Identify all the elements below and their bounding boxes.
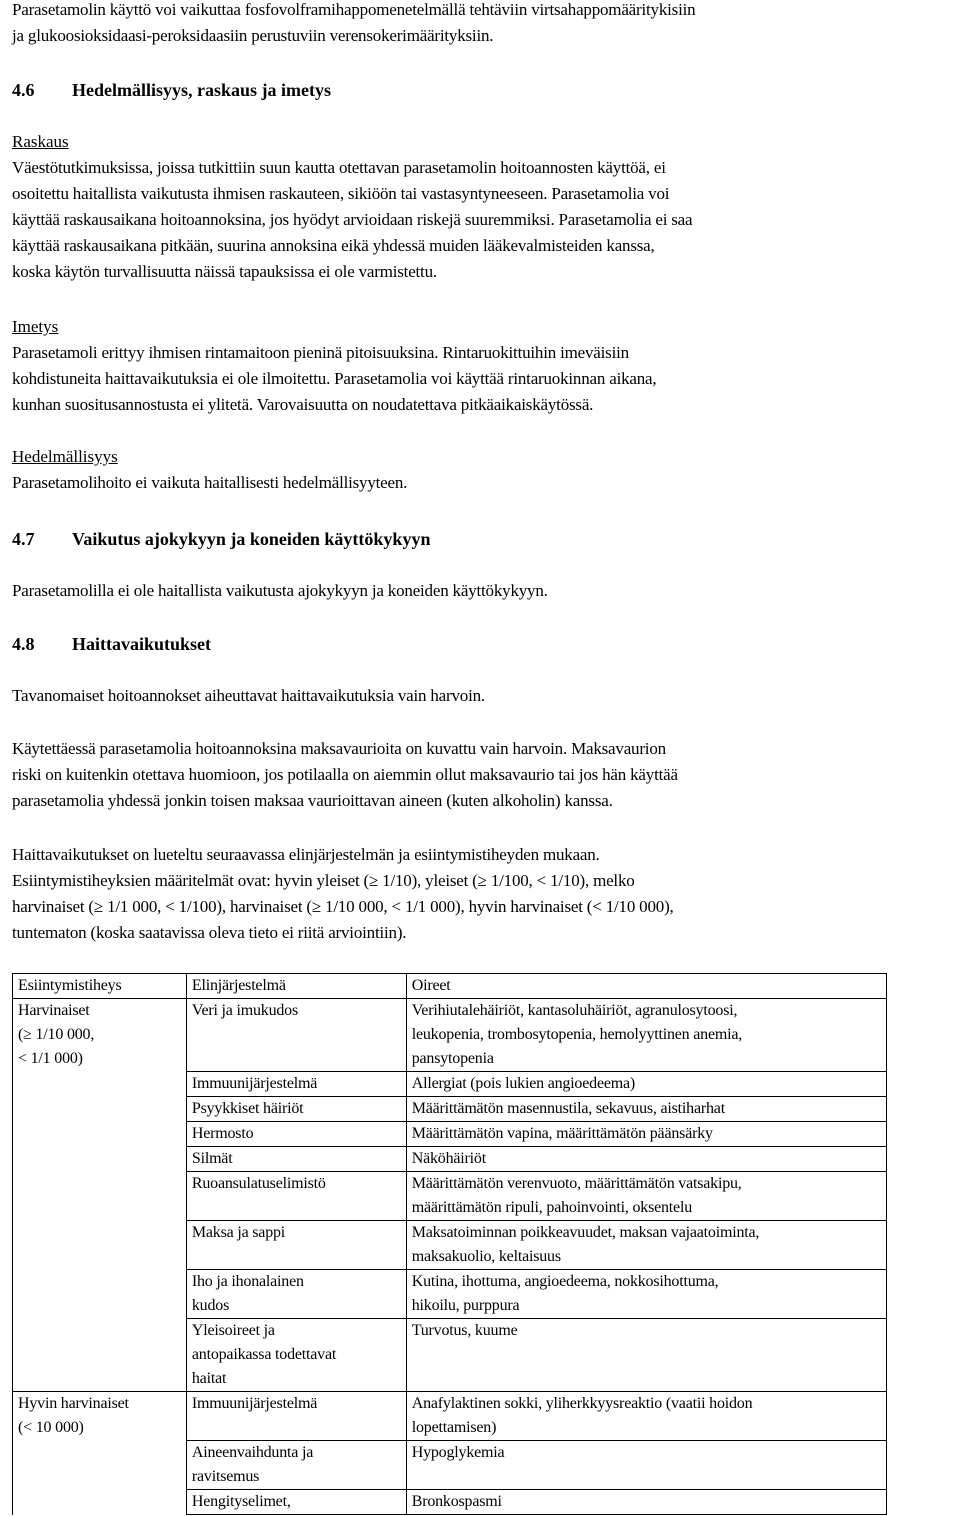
section-number: 4.8 [12,634,35,654]
organ-cell [186,1319,406,1392]
section-4-7-paragraph: Parasetamolilla ei ole haitallista vaikutusta ajokykyyn ja koneiden käyttökykyyn. [12,581,548,600]
imetys-block [12,314,952,418]
cell-line: haitat [191,1370,227,1387]
organ-cell [186,1097,406,1122]
organ-cell [186,1392,406,1441]
subheading-hedelmallisyys: Hedelmällisyys [12,447,118,466]
cell-line: Iho ja ihonalainen [191,1273,304,1290]
table-row [13,1392,887,1441]
cell-line: Anafylaktinen sokki, yliherkkyysreaktio (vaatii hoidon [411,1395,753,1412]
symptoms-cell [406,1122,886,1147]
organ-cell [186,1490,406,1515]
section-4-8-paragraph-1: Tavanomaiset hoitoannokset aiheuttavat haittavaikutuksia vain harvoin. [12,686,485,705]
symptoms-cell [406,1392,886,1441]
text-line: käyttää raskausaikana hoitoannoksina, jos hyödyt arvioidaan riskejä suuremmiksi. Parasetamolia ei saa [12,210,693,229]
organ-cell [186,1441,406,1490]
cell-line: Silmät [191,1150,233,1167]
hedelmallisyys-block [12,444,952,496]
cell-line: Bronkospasmi [411,1493,502,1510]
cell-line: Hyvin harvinaiset [18,1395,129,1412]
text-line: harvinaiset (≥ 1/1 000, < 1/100), harvinaiset (≥ 1/10 000, < 1/1 000), hyvin harvinaiset (< 1/10 000), [12,897,674,916]
table-header-cell: Esiintymistiheys [13,974,187,999]
section-number: 4.7 [12,529,35,549]
organ-cell [186,1072,406,1097]
cell-line: hikoilu, purppura [411,1297,520,1314]
imetys-paragraph [12,340,952,418]
text-line: Haittavaikutukset on lueteltu seuraavassa elinjärjestelmän ja esiintymistiheyden mukaan. [12,845,600,864]
section-4-8-paragraph-3 [12,842,952,946]
cell-line: Hengityselimet, [191,1493,291,1510]
cell-line: Määrittämätön masennustila, sekavuus, aistiharhat [411,1100,725,1117]
table-header-cell: Oireet [406,974,886,999]
text-line: kunhan suositusannostusta ei ylitetä. Varovaisuutta on noudatettava pitkäaikaiskäytössä. [12,395,594,414]
section-heading-4-8 [12,631,952,657]
organ-cell [186,999,406,1072]
text-line: Käytettäessä parasetamolia hoitoannoksina maksavaurioita on kuvattu vain harvoin. Maksavaurion [12,739,666,758]
cell-line: antopaikassa todettavat [191,1346,337,1363]
cell-line: Määrittämätön verenvuoto, määrittämätön vatsakipu, [411,1175,742,1192]
cell-line: ravitsemus [191,1468,260,1485]
symptoms-cell [406,1147,886,1172]
section-heading-4-7 [12,526,952,552]
cell-line: Immuunijärjestelmä [191,1075,318,1092]
cell-line: (< 10 000) [18,1419,84,1436]
organ-cell [186,1172,406,1221]
frequency-cell [13,999,187,1392]
cell-line: Immuunijärjestelmä [191,1395,318,1412]
cell-line: Kutina, ihottuma, angioedeema, nokkosihottuma, [411,1273,719,1290]
cell-line: kudos [191,1297,230,1314]
text-line: Parasetamolihoito ei vaikuta haitallisesti hedelmällisyyteen. [12,473,408,492]
cell-line: Harvinaiset [18,1002,90,1019]
symptoms-cell [406,1072,886,1097]
cell-line: (≥ 1/10 000, [18,1026,95,1043]
raskaus-paragraph [12,155,952,285]
subheading-raskaus: Raskaus [12,132,69,151]
cell-line: Veri ja imukudos [191,1002,298,1019]
symptoms-cell [406,1172,886,1221]
cell-line: Verihiutalehäiriöt, kantasoluhäiriöt, agranulosytoosi, [411,1002,738,1019]
cell-line: Yleisoireet ja [191,1322,275,1339]
frequency-cell [13,1392,187,1515]
symptoms-cell [406,1319,886,1392]
organ-cell [186,1221,406,1270]
cell-line: Aineenvaihdunta ja [191,1444,314,1461]
section-title: Vaikutus ajokykyyn ja koneiden käyttökykyyn [72,529,431,549]
cell-line: leukopenia, trombosytopenia, hemolyyttinen anemia, [411,1026,743,1043]
symptoms-cell [406,1097,886,1122]
table-row [13,999,887,1072]
section-4-8-paragraph-2 [12,736,952,814]
intro-paragraph [12,0,952,49]
section-number: 4.6 [12,80,35,100]
cell-line: Psyykkiset häiriöt [191,1100,304,1117]
text-line: riski on kuitenkin otettava huomioon, jos potilaalla on aiemmin ollut maksavaurio tai jos hän käyttää [12,765,678,784]
text-line: koska käytön turvallisuutta näissä tapauksissa ei ole varmistettu. [12,262,437,281]
text-line: osoitettu haitallista vaikutusta ihmisen raskauteen, sikiöön tai vastasyntyneeseen. Parasetamolia voi [12,184,670,203]
text-line: käyttää raskausaikana pitkään, suurina annoksina eikä yhdessä muiden lääkevalmisteiden kanssa, [12,236,655,255]
section-title: Hedelmällisyys, raskaus ja imetys [72,80,331,100]
cell-line: Maksa ja sappi [191,1224,286,1241]
cell-line: määrittämätön ripuli, pahoinvointi, oksentelu [411,1199,692,1216]
cell-line: < 1/1 000) [18,1050,83,1067]
text-line: parasetamolia yhdessä jonkin toisen maksaa vaurioittavan aineen (kuten alkoholin) kanssa. [12,791,613,810]
cell-line: lopettamisen) [411,1419,497,1436]
cell-line: Hypoglykemia [411,1444,505,1461]
side-effects-table [12,973,887,1515]
symptoms-cell [406,1441,886,1490]
table-header-cell: Elinjärjestelmä [186,974,406,999]
text-line: Esiintymistiheyksien määritelmät ovat: hyvin yleiset (≥ 1/10), yleiset (≥ 1/100, < 1/10), melko [12,871,635,890]
cell-line: Maksatoiminnan poikkeavuudet, maksan vajaatoiminta, [411,1224,760,1241]
cell-line: maksakuolio, keltaisuus [411,1248,561,1265]
section-title: Haittavaikutukset [72,634,212,654]
symptoms-cell [406,1270,886,1319]
subheading-imetys: Imetys [12,317,59,336]
symptoms-cell [406,1490,886,1515]
text-line: Väestötutkimuksissa, joissa tutkittiin suun kautta otettavan parasetamolin hoitoannosten käyttöä, ei [12,158,666,177]
organ-cell [186,1270,406,1319]
section-heading-4-6 [12,77,952,103]
symptoms-cell [406,1221,886,1270]
text-line: Parasetamoli erittyy ihmisen rintamaitoon pieninä pitoisuuksina. Rintaruokittuihin imeväisiin [12,343,629,362]
organ-cell [186,1122,406,1147]
organ-cell [186,1147,406,1172]
cell-line: Allergiat (pois lukien angioedeema) [411,1075,636,1092]
symptoms-cell [406,999,886,1072]
cell-line: Turvotus, kuume [411,1322,518,1339]
text-line: kohdistuneita haittavaikutuksia ei ole ilmoitettu. Parasetamolia voi käyttää rintaruokinnan aikana, [12,369,657,388]
text-line: Parasetamolin käyttö voi vaikuttaa fosfovolframihappomenetelmällä tehtäviin virtsahappomääritykisiin [12,0,696,19]
cell-line: pansytopenia [411,1050,494,1067]
table-header-row [13,974,887,999]
cell-line: Määrittämätön vapina, määrittämätön päänsärky [411,1125,713,1142]
text-line: tuntematon (koska saatavissa oleva tieto ei riitä arviointiin). [12,923,407,942]
cell-line: Hermosto [191,1125,254,1142]
cell-line: Näköhäiriöt [411,1150,486,1167]
cell-line: Ruoansulatuselimistö [191,1175,326,1192]
text-line: ja glukoosioksidaasi-peroksidaasiin perustuviin verensokerimäärityksiin. [12,26,494,45]
raskaus-block [12,129,952,285]
